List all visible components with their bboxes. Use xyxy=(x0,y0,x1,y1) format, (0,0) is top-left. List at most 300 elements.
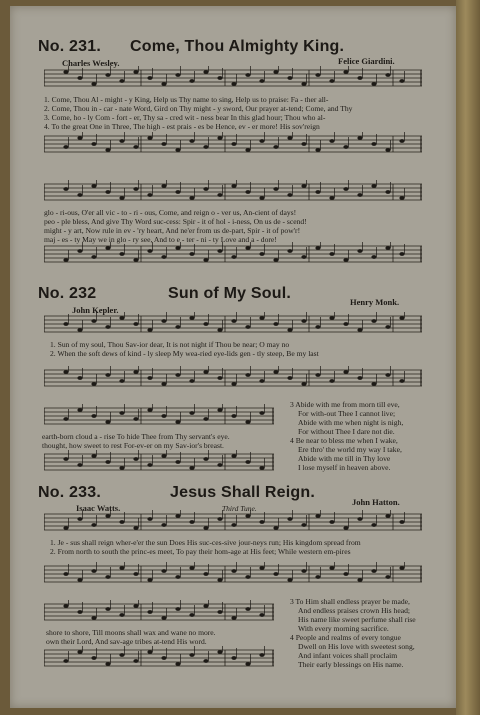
note-head xyxy=(161,414,166,418)
note-head xyxy=(273,187,278,191)
note-head xyxy=(63,604,68,608)
note-head xyxy=(315,373,320,377)
note-head xyxy=(231,142,236,146)
note-head xyxy=(77,376,82,380)
note-head xyxy=(63,145,68,149)
note-head xyxy=(245,460,250,464)
note-head xyxy=(133,659,138,663)
note-head xyxy=(161,382,166,386)
lyric-line: thought, how sweet to rest For-ev-er on my Sav-ior's breast. xyxy=(42,441,224,450)
note-head xyxy=(133,187,138,191)
note-head xyxy=(385,148,390,152)
verse-lyrics xyxy=(46,628,216,646)
note-head xyxy=(217,76,222,80)
note-head xyxy=(287,517,292,521)
note-head xyxy=(105,246,110,250)
note-head xyxy=(245,325,250,329)
note-head xyxy=(63,370,68,374)
note-head xyxy=(119,316,124,320)
note-head xyxy=(119,411,124,415)
note-head xyxy=(105,190,110,194)
lyric-line: 4. To the great One in Three, The high - est prais - es be Hence, ev - er more! His sov'reign xyxy=(44,122,320,131)
note-head xyxy=(245,373,250,377)
note-head xyxy=(259,466,264,470)
note-head xyxy=(371,142,376,146)
note-head xyxy=(273,370,278,374)
verse-line: Dwell on His love with sweetest song, xyxy=(298,642,415,651)
note-head xyxy=(315,575,320,579)
note-head xyxy=(329,196,334,200)
note-head xyxy=(287,328,292,332)
note-head xyxy=(161,82,166,86)
lyric-line: 1. Sun of my soul, Thou Sav-ior dear, It is not night if Thou be near; O may no xyxy=(50,340,290,349)
note-head xyxy=(399,520,404,524)
hymn-number: No. 232 xyxy=(38,285,97,302)
note-head xyxy=(329,79,334,83)
note-head xyxy=(357,249,362,253)
note-head xyxy=(259,411,264,415)
note-head xyxy=(175,246,180,250)
note-head xyxy=(273,70,278,74)
note-head xyxy=(343,526,348,530)
note-head xyxy=(77,249,82,253)
note-head xyxy=(175,190,180,194)
note-head xyxy=(119,613,124,617)
note-head xyxy=(399,79,404,83)
note-head xyxy=(63,258,68,262)
note-head xyxy=(245,148,250,152)
lyric-line: 2. Come, Thou in - car - nate Word, Gird on Thy might - y sword, Our prayer at-tend; Come, and Thy xyxy=(44,104,353,113)
note-head xyxy=(63,187,68,191)
note-head xyxy=(357,578,362,582)
note-head xyxy=(399,316,404,320)
note-head xyxy=(217,578,222,582)
lyric-line: 3. Come, ho - ly Com - fort - er, Thy sa - cred wit - ness bear In this glad hour; Thou who al- xyxy=(44,113,326,122)
lyric-line: 1. Come, Thou Al - might - y King, Help us Thy name to sing, Help us to praise: Fa - ther all- xyxy=(44,95,329,104)
lyric-line: maj - es - ty May we in glo - ry see, And to e - ter - ni - ty Love and a - dore! xyxy=(44,235,277,244)
note-head xyxy=(189,316,194,320)
note-head xyxy=(315,325,320,329)
note-head xyxy=(119,139,124,143)
note-head xyxy=(133,457,138,461)
note-head xyxy=(105,607,110,611)
note-head xyxy=(273,526,278,530)
note-head xyxy=(77,517,82,521)
note-head xyxy=(245,575,250,579)
note-head xyxy=(245,607,250,611)
note-head xyxy=(329,316,334,320)
bass-staff xyxy=(44,450,274,484)
note-head xyxy=(133,417,138,421)
note-head xyxy=(329,566,334,570)
note-head xyxy=(245,190,250,194)
note-head xyxy=(259,79,264,83)
verse-line: And endless praises crown His head; xyxy=(298,606,410,615)
bass-staff xyxy=(44,562,422,596)
note-head xyxy=(315,514,320,518)
verse-lyrics xyxy=(50,538,361,556)
hymn-title: Sun of My Soul. xyxy=(168,285,291,302)
bass-staff xyxy=(44,646,274,680)
note-head xyxy=(105,460,110,464)
note-head xyxy=(231,255,236,259)
note-head xyxy=(147,136,152,140)
note-head xyxy=(203,572,208,576)
note-head xyxy=(63,659,68,663)
note-head xyxy=(203,659,208,663)
verse-line: Abide with me when night is nigh, xyxy=(298,418,404,427)
note-head xyxy=(189,566,194,570)
note-head xyxy=(301,184,306,188)
note-head xyxy=(77,76,82,80)
lyric-line: own their Lord, And sav-age tribes at-tend His word. xyxy=(46,637,207,646)
note-head xyxy=(245,662,250,666)
note-head xyxy=(91,656,96,660)
note-head xyxy=(399,252,404,256)
note-head xyxy=(231,569,236,573)
note-head xyxy=(245,246,250,250)
note-head xyxy=(343,258,348,262)
note-head xyxy=(231,454,236,458)
note-head xyxy=(91,82,96,86)
note-head xyxy=(371,319,376,323)
lyric-line: might - y art, Now rule in ev - 'ry heart, And ne'er from us de-part, Spir - it of pow'r! xyxy=(44,226,301,235)
note-head xyxy=(91,319,96,323)
composer-credit: John Hatton. xyxy=(352,497,400,507)
note-head xyxy=(301,523,306,527)
note-head xyxy=(147,408,152,412)
note-head xyxy=(203,145,208,149)
note-head xyxy=(329,252,334,256)
note-head xyxy=(259,520,264,524)
note-head xyxy=(287,578,292,582)
note-head xyxy=(357,517,362,521)
note-head xyxy=(133,258,138,262)
note-head xyxy=(119,252,124,256)
note-head xyxy=(273,258,278,262)
note-head xyxy=(259,316,264,320)
verse-line: Abide with me till in Thy love xyxy=(298,454,391,463)
note-head xyxy=(119,379,124,383)
note-head xyxy=(63,572,68,576)
note-head xyxy=(147,517,152,521)
verse-line: 4 Be near to bless me when I wake, xyxy=(290,436,398,445)
verse-line: Ere thro' the world my way I take, xyxy=(298,445,402,454)
lyricist-credit: John Kepler. xyxy=(72,305,119,315)
note-head xyxy=(147,578,152,582)
note-head xyxy=(189,196,194,200)
lyric-line: peo - ple bless, And give Thy Word suc-cess: Spir - it of hol - i-ness, On us de - scend! xyxy=(44,217,307,226)
note-head xyxy=(147,328,152,332)
verse-lyrics xyxy=(44,208,307,244)
lyric-line: glo - ri-ous, O'er all vic - to - ri - ous, Come, and reign o - ver us, An-cient of days! xyxy=(44,208,297,217)
note-head xyxy=(189,379,194,383)
verse-line: I lose myself in heaven above. xyxy=(298,463,391,472)
composer-credit: Henry Monk. xyxy=(350,297,400,307)
note-head xyxy=(63,457,68,461)
note-head xyxy=(301,255,306,259)
verse-line: 3 Abide with me from morn till eve, xyxy=(290,400,400,409)
lyric-line: shore to shore, Till moons shall wax and wane no more. xyxy=(46,628,216,637)
note-head xyxy=(203,322,208,326)
book-spine xyxy=(456,0,480,715)
note-head xyxy=(217,328,222,332)
note-head xyxy=(301,142,306,146)
note-head xyxy=(273,572,278,576)
note-head xyxy=(91,184,96,188)
note-head xyxy=(301,82,306,86)
note-head xyxy=(175,514,180,518)
note-head xyxy=(217,517,222,521)
verse-line: Their early blessings on His name. xyxy=(298,660,404,669)
note-head xyxy=(133,145,138,149)
note-head xyxy=(399,196,404,200)
note-head xyxy=(259,653,264,657)
note-head xyxy=(161,184,166,188)
note-head xyxy=(273,322,278,326)
verse-line: His name like sweet perfume shall rise xyxy=(298,615,416,624)
bass-staff xyxy=(44,132,422,166)
note-head xyxy=(147,193,152,197)
note-head xyxy=(231,656,236,660)
note-head xyxy=(273,145,278,149)
lyric-line: 1. Je - sus shall reign wher-e'er the sun Does His suc-ces-sive jour-neys run; His kingdom spread from xyxy=(50,538,361,547)
lyricist-credit: Charles Wesley. xyxy=(62,58,120,68)
bass-staff xyxy=(44,242,422,276)
note-head xyxy=(119,520,124,524)
note-head xyxy=(399,566,404,570)
note-head xyxy=(77,578,82,582)
verse-line: For without Thee I dare not die. xyxy=(298,427,395,436)
note-head xyxy=(105,148,110,152)
note-head xyxy=(203,70,208,74)
note-head xyxy=(105,420,110,424)
lyric-line: 2. From north to south the princ-es meet, To pay their hom-age at His feet; While western em-pires xyxy=(50,547,351,556)
note-head xyxy=(259,196,264,200)
note-head xyxy=(399,139,404,143)
extra-verses xyxy=(290,400,403,472)
note-head xyxy=(161,656,166,660)
note-head xyxy=(371,255,376,259)
note-head xyxy=(203,187,208,191)
verse-lyrics xyxy=(44,95,352,131)
note-head xyxy=(119,653,124,657)
note-head xyxy=(259,379,264,383)
note-head xyxy=(371,569,376,573)
note-head xyxy=(385,73,390,77)
note-head xyxy=(133,70,138,74)
note-head xyxy=(259,613,264,617)
note-head xyxy=(147,650,152,654)
note-head xyxy=(189,79,194,83)
note-head xyxy=(91,454,96,458)
verse-line: 3 To Him shall endless prayer be made, xyxy=(290,597,410,606)
note-head xyxy=(175,662,180,666)
verse-line: And infant voices shall proclaim xyxy=(298,651,398,660)
note-head xyxy=(77,328,82,332)
lyricist-credit: Isaac Watts. xyxy=(76,503,121,513)
hymn-number: No. 231. xyxy=(38,38,101,55)
note-head xyxy=(357,376,362,380)
note-head xyxy=(77,136,82,140)
note-head xyxy=(203,258,208,262)
note-head xyxy=(175,373,180,377)
note-head xyxy=(231,382,236,386)
note-head xyxy=(189,520,194,524)
lyric-line: earth-born cloud a - rise To hide Thee from Thy servant's eye. xyxy=(42,432,230,441)
note-head xyxy=(343,322,348,326)
note-head xyxy=(147,376,152,380)
note-head xyxy=(147,610,152,614)
note-head xyxy=(133,526,138,530)
note-head xyxy=(147,76,152,80)
note-head xyxy=(91,142,96,146)
note-head xyxy=(161,616,166,620)
music-system xyxy=(44,510,422,602)
note-head xyxy=(245,420,250,424)
note-head xyxy=(357,136,362,140)
note-head xyxy=(133,604,138,608)
note-head xyxy=(77,463,82,467)
note-head xyxy=(77,408,82,412)
note-head xyxy=(161,454,166,458)
note-head xyxy=(105,73,110,77)
note-head xyxy=(63,526,68,530)
note-head xyxy=(287,76,292,80)
note-head xyxy=(203,457,208,461)
composer-credit: Felice Giardini. xyxy=(338,56,395,66)
note-head xyxy=(343,187,348,191)
note-head xyxy=(161,255,166,259)
note-head xyxy=(161,319,166,323)
note-head xyxy=(357,76,362,80)
note-head xyxy=(189,139,194,143)
note-head xyxy=(231,319,236,323)
note-head xyxy=(259,566,264,570)
note-head xyxy=(343,145,348,149)
note-head xyxy=(231,184,236,188)
note-head xyxy=(147,249,152,253)
note-head xyxy=(287,136,292,140)
note-head xyxy=(245,514,250,518)
note-head xyxy=(91,523,96,527)
bass-staff xyxy=(44,366,422,400)
note-head xyxy=(301,569,306,573)
verse-lyrics xyxy=(42,432,230,450)
note-head xyxy=(371,523,376,527)
note-head xyxy=(371,82,376,86)
note-head xyxy=(329,520,334,524)
note-head xyxy=(217,610,222,614)
note-head xyxy=(315,190,320,194)
note-head xyxy=(119,466,124,470)
note-head xyxy=(385,575,390,579)
note-head xyxy=(91,414,96,418)
note-head xyxy=(63,322,68,326)
note-head xyxy=(259,252,264,256)
note-head xyxy=(357,193,362,197)
note-head xyxy=(161,523,166,527)
note-head xyxy=(175,460,180,464)
note-head xyxy=(301,319,306,323)
verse-line: With every morning sacrifice. xyxy=(298,624,389,633)
note-head xyxy=(189,411,194,415)
note-head xyxy=(217,376,222,380)
note-head xyxy=(119,566,124,570)
note-head xyxy=(189,613,194,617)
note-head xyxy=(231,82,236,86)
note-head xyxy=(203,526,208,530)
note-head xyxy=(357,328,362,332)
tune-label: Third Tune. xyxy=(222,504,257,513)
hymn-number: No. 233. xyxy=(38,484,101,501)
note-head xyxy=(133,370,138,374)
note-head xyxy=(385,246,390,250)
note-head xyxy=(231,616,236,620)
note-head xyxy=(245,73,250,77)
note-head xyxy=(371,184,376,188)
note-head xyxy=(77,610,82,614)
note-head xyxy=(385,373,390,377)
verse-lyrics xyxy=(50,340,319,358)
note-head xyxy=(91,255,96,259)
note-head xyxy=(175,607,180,611)
note-head xyxy=(175,575,180,579)
note-head xyxy=(287,376,292,380)
note-head xyxy=(217,650,222,654)
note-head xyxy=(105,373,110,377)
note-head xyxy=(217,136,222,140)
note-head xyxy=(231,414,236,418)
music-system xyxy=(44,312,422,404)
note-head xyxy=(231,523,236,527)
note-head xyxy=(91,382,96,386)
note-head xyxy=(203,604,208,608)
note-head xyxy=(175,420,180,424)
note-head xyxy=(77,193,82,197)
note-head xyxy=(385,325,390,329)
extra-verses xyxy=(290,597,416,669)
note-head xyxy=(119,196,124,200)
note-head xyxy=(371,382,376,386)
note-head xyxy=(105,575,110,579)
note-head xyxy=(105,662,110,666)
hymn-title: Come, Thou Almighty King. xyxy=(130,38,345,55)
note-head xyxy=(217,193,222,197)
note-head xyxy=(203,370,208,374)
note-head xyxy=(77,650,82,654)
note-head xyxy=(315,148,320,152)
verse-line: 4 People and realms of every tongue xyxy=(290,633,401,642)
note-head xyxy=(315,73,320,77)
note-head xyxy=(133,572,138,576)
note-head xyxy=(175,73,180,77)
note-head xyxy=(259,139,264,143)
note-head xyxy=(343,370,348,374)
note-head xyxy=(161,569,166,573)
note-head xyxy=(287,249,292,253)
note-head xyxy=(343,70,348,74)
note-head xyxy=(105,325,110,329)
note-head xyxy=(343,572,348,576)
note-head xyxy=(91,569,96,573)
note-head xyxy=(147,463,152,467)
note-head xyxy=(175,325,180,329)
note-head xyxy=(385,514,390,518)
note-head xyxy=(301,382,306,386)
note-head xyxy=(91,616,96,620)
lyric-line: 2. When the soft dews of kind - ly sleep My wea-ried eye-lids gen - tly steep, Be my last xyxy=(50,349,319,358)
